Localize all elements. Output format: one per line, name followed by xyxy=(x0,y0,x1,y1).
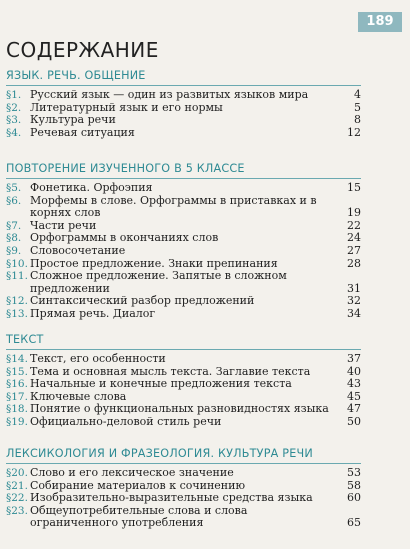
entry-number: §20. xyxy=(6,467,28,479)
section-povtorenie xyxy=(6,163,361,321)
entry-page: 4 xyxy=(354,88,361,101)
section-header: ЯЗЫК. РЕЧЬ. ОБЩЕНИЕ xyxy=(6,69,146,82)
section-header: ЛЕКСИКОЛОГИЯ И ФРАЗЕОЛОГИЯ. КУЛЬТУРА РЕЧИ xyxy=(6,447,313,460)
entry-number: §23. xyxy=(6,504,28,517)
toc-entry[interactable] xyxy=(6,378,361,391)
entry-number: §15. xyxy=(6,365,28,378)
toc-entry[interactable] xyxy=(6,270,361,295)
section-header: ТЕКСТ xyxy=(6,333,44,346)
entry-title: Начальные и конечные предложения текста xyxy=(30,377,292,391)
entry-page: 8 xyxy=(354,113,361,127)
entry-title: Собирание материалов к сочинению xyxy=(30,478,246,492)
entry-page: 31 xyxy=(347,281,361,295)
entry-title: Официально-деловой стиль речи xyxy=(30,414,222,428)
section-leksikologiya xyxy=(6,448,361,530)
entry-title: Морфемы в слове. Орфограммы в приставках и в корнях слов xyxy=(30,193,317,220)
entry-page: 37 xyxy=(347,352,361,365)
page-title: СОДЕРЖАНИЕ xyxy=(6,38,159,62)
entry-number: §13. xyxy=(6,307,28,320)
page-number: 189 xyxy=(358,12,402,32)
entry-number: §12. xyxy=(6,295,28,308)
entry-number: §9. xyxy=(6,244,22,257)
entry-title: Слово и его лексическое значение xyxy=(30,466,234,479)
entry-title: Культура речи xyxy=(30,113,116,127)
toc-entry[interactable] xyxy=(6,416,361,429)
entry-page: 34 xyxy=(347,306,361,320)
entry-page: 47 xyxy=(347,402,361,416)
section-divider xyxy=(6,85,361,86)
toc-entry[interactable] xyxy=(6,505,361,530)
entry-title: Литературный язык и его нормы xyxy=(30,100,223,114)
entry-number: §16. xyxy=(6,378,28,391)
entry-page: 32 xyxy=(347,294,361,308)
section-header: ПОВТОРЕНИЕ ИЗУЧЕННОГО В 5 КЛАССЕ xyxy=(6,162,245,175)
entry-title: Простое предложение. Знаки препинания xyxy=(30,256,278,270)
section-yazyk-rech xyxy=(6,70,361,139)
entry-page: 53 xyxy=(347,466,361,479)
entry-page: 58 xyxy=(347,478,361,492)
entry-title: Словосочетание xyxy=(30,243,126,257)
section-tekst xyxy=(6,334,361,429)
entry-page: 5 xyxy=(354,100,361,114)
entry-number: §19. xyxy=(6,415,28,428)
entry-title: Речевая ситуация xyxy=(30,125,135,139)
entry-title: Понятие о функциональных разновидностях языка xyxy=(30,402,329,416)
toc-entry[interactable] xyxy=(6,89,361,102)
entry-title: Прямая речь. Диалог xyxy=(30,306,156,320)
entry-number: §3. xyxy=(6,114,22,127)
entry-page: 12 xyxy=(347,125,361,139)
toc-entry[interactable] xyxy=(6,467,361,480)
section-divider xyxy=(6,463,361,464)
entry-title: Общеупотребительные слова и слова ограниченного употребления xyxy=(30,503,248,530)
toc-entry[interactable] xyxy=(6,492,361,505)
entry-number: §17. xyxy=(6,390,28,403)
toc-entry[interactable] xyxy=(6,195,361,220)
entry-number: §8. xyxy=(6,232,22,245)
entry-title: Текст, его особенности xyxy=(30,352,166,365)
entry-page: 43 xyxy=(347,377,361,391)
entry-title: Изобразительно-выразительные средства языка xyxy=(30,491,313,505)
section-divider xyxy=(6,349,361,350)
entry-title: Тема и основная мысль текста. Заглавие текста xyxy=(30,364,311,378)
entry-number: §22. xyxy=(6,492,28,505)
entry-title: Ключевые слова xyxy=(30,389,127,403)
entry-number: §14. xyxy=(6,353,28,365)
entry-page: 27 xyxy=(347,243,361,257)
entry-title: Русский язык — один из развитых языков мира xyxy=(30,88,309,101)
entry-page: 60 xyxy=(347,491,361,505)
entry-page: 45 xyxy=(347,389,361,403)
entry-title: Фонетика. Орфоэпия xyxy=(30,181,153,194)
entry-number: §11. xyxy=(6,270,28,283)
entry-title: Части речи xyxy=(30,218,97,232)
entry-number: §6. xyxy=(6,194,22,207)
section-divider xyxy=(6,178,361,179)
entry-page: 28 xyxy=(347,256,361,270)
entry-page: 65 xyxy=(347,516,361,530)
entry-number: §2. xyxy=(6,101,22,114)
toc-entry[interactable] xyxy=(6,308,361,321)
toc-entry[interactable] xyxy=(6,114,361,127)
entry-title: Орфограммы в окончаниях слов xyxy=(30,231,219,245)
entry-number: §10. xyxy=(6,257,28,270)
toc-entry[interactable] xyxy=(6,353,361,366)
entry-number: §18. xyxy=(6,403,28,416)
entry-number: §4. xyxy=(6,126,22,139)
entry-page: 24 xyxy=(347,231,361,245)
entry-number: §5. xyxy=(6,182,22,194)
entry-page: 15 xyxy=(347,181,361,194)
entry-number: §21. xyxy=(6,479,28,492)
entry-page: 22 xyxy=(347,218,361,232)
entry-title: Сложное предложение. Запятые в сложном предложении xyxy=(30,269,287,295)
entry-page: 40 xyxy=(347,364,361,378)
entry-number: §7. xyxy=(6,219,22,232)
entry-page: 19 xyxy=(347,206,361,220)
toc-entry[interactable] xyxy=(6,182,361,195)
toc-entry[interactable] xyxy=(6,127,361,140)
entry-number: §1. xyxy=(6,89,22,101)
entry-page: 50 xyxy=(347,414,361,428)
entry-title: Синтаксический разбор предложений xyxy=(30,294,255,308)
toc-entry[interactable] xyxy=(6,245,361,258)
